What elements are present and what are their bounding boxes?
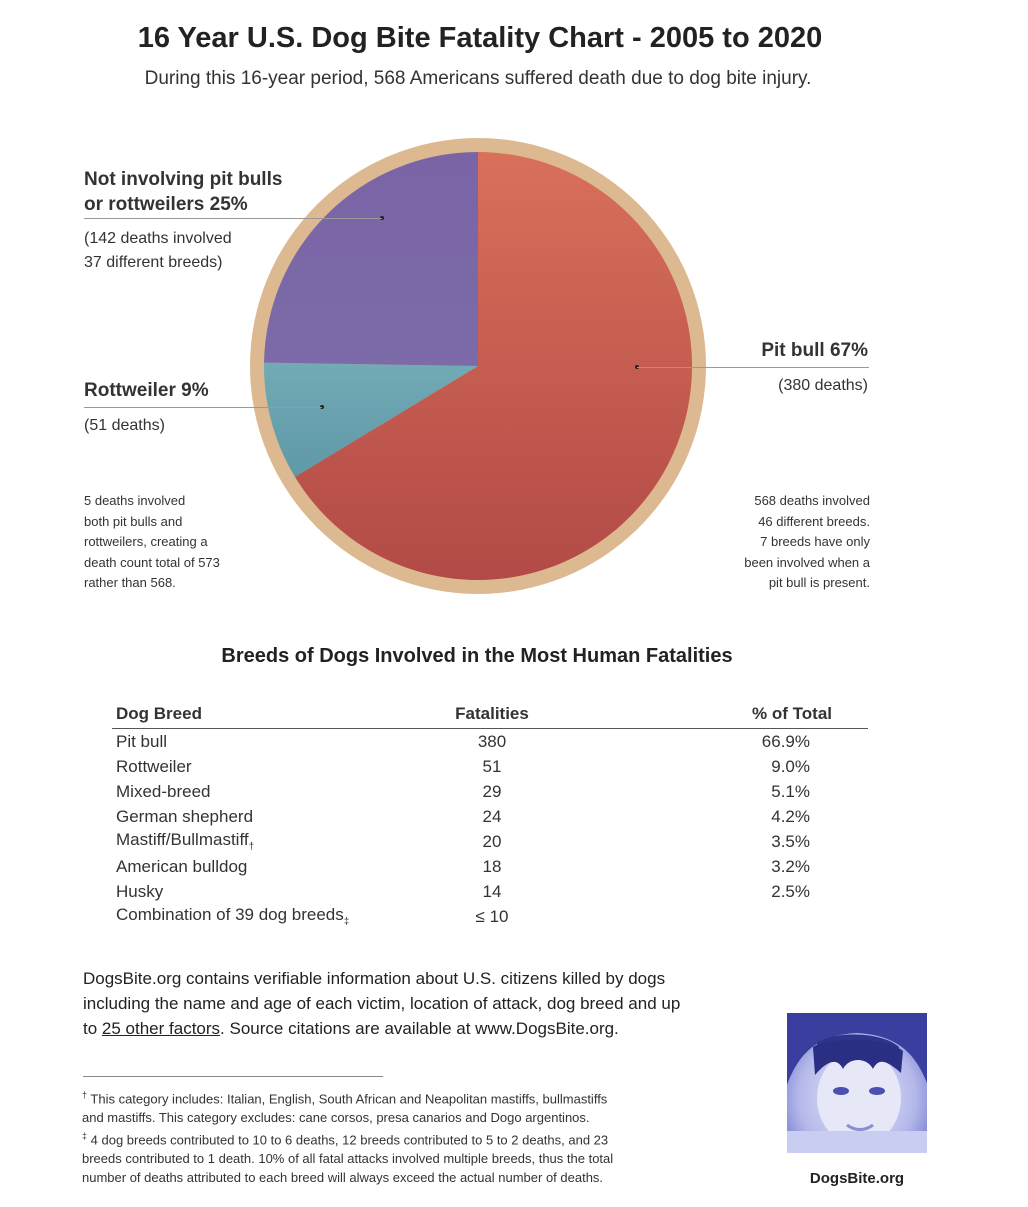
note-right: [668, 491, 870, 594]
info-text: . Source citations are available at www.DogsBite.org.: [220, 1019, 619, 1038]
leader-pitbull: [637, 367, 869, 368]
info-text: to: [83, 1019, 102, 1038]
table-row: [112, 829, 868, 854]
note-left-line: both pit bulls and: [84, 513, 183, 529]
fatalities-cell: 14: [482, 881, 502, 901]
fatalities-cell: ≤ 10: [475, 906, 509, 926]
other-factors-link[interactable]: 25 other factors: [101, 1019, 221, 1038]
label-other-sub: [84, 227, 232, 275]
fatalities-cell: 18: [482, 856, 502, 876]
victim-photo: [787, 1013, 927, 1153]
info-line: DogsBite.org contains verifiable information about U.S. citizens killed by dogs: [83, 969, 666, 988]
percent-cell: 2.5%: [771, 881, 810, 901]
percent-cell: 66.9%: [761, 731, 810, 751]
note-left: [84, 491, 220, 594]
column-header-percent: % of Total: [586, 702, 868, 729]
info-line: [83, 1016, 743, 1041]
leader-other: [84, 218, 382, 219]
breed-cell: [112, 779, 398, 804]
label-pitbull-sub: (380 deaths): [778, 377, 868, 394]
fatalities-cell: 380: [477, 731, 507, 751]
breed-name: Pit bull: [116, 731, 168, 751]
percent-cell: 9.0%: [771, 756, 810, 776]
note-right-line: been involved when a: [744, 554, 870, 570]
info-line: including the name and age of each victim, location of attack, dog breed and up: [83, 994, 681, 1013]
fatalities-cell: 51: [482, 756, 502, 776]
breed-cell: [112, 804, 398, 829]
footnote-mark: †: [248, 841, 255, 853]
breed-name: American bulldog: [116, 856, 248, 876]
breed-name: Mixed-breed: [116, 781, 211, 801]
pie-slice-other: [264, 152, 478, 366]
breed-name: Rottweiler: [116, 756, 192, 776]
label-other-head-line1: Not involving pit bulls: [84, 169, 283, 190]
column-header-breed: Dog Breed: [112, 702, 398, 729]
note-left-line: rather than 568.: [84, 575, 176, 590]
footnote-text: This category includes: Italian, English, South African and Neapolitan mastiffs, bullmastiffs: [90, 1091, 608, 1107]
chart-title: 16 Year U.S. Dog Bite Fatality Chart - 2005 to 2020: [137, 22, 823, 54]
breeds-table: [112, 702, 868, 929]
footnote-divider: [83, 1076, 383, 1077]
breed-cell: [112, 904, 398, 929]
table-row: [112, 804, 868, 829]
footnote-mark: ‡: [343, 916, 350, 928]
breed-name: Husky: [116, 881, 164, 901]
pie-chart: [240, 130, 720, 610]
footnotes: [82, 1086, 762, 1187]
breed-name: Combination of 39 dog breeds: [116, 905, 344, 925]
footnote-dagger-line: and mastiffs. This category excludes: cane corsos, presa canarios and Dogo argentinos.: [82, 1109, 590, 1125]
leader-rottweiler: [84, 407, 322, 408]
info-paragraph: [83, 966, 743, 1041]
percent-cell: 5.1%: [771, 781, 810, 801]
breed-cell: [112, 879, 398, 904]
label-other-head: [84, 167, 282, 217]
fatalities-cell: 29: [482, 781, 502, 801]
footnote-dagger-line: [82, 1086, 762, 1109]
label-other-sub-line1: (142 deaths involved: [84, 230, 232, 247]
percent-cell: [586, 904, 868, 929]
column-header-fatalities: Fatalities: [398, 702, 586, 729]
table-row: [112, 779, 868, 804]
label-other-head-line2: or rottweilers 25%: [84, 194, 248, 215]
table-row: [112, 854, 868, 879]
dagger-mark: †: [82, 1090, 88, 1100]
table-row: [112, 754, 868, 779]
footnote-text: 4 dog breeds contributed to 10 to 6 deaths, 12 breeds contributed to 5 to 2 deaths, and 23: [90, 1132, 609, 1148]
note-left-line: 5 deaths involved: [84, 493, 186, 508]
breed-cell: [112, 829, 398, 854]
fatalities-cell: 24: [482, 806, 502, 826]
label-pitbull-head: Pit bull 67%: [761, 340, 868, 361]
note-right-line: pit bull is present.: [768, 575, 870, 590]
table-row: [112, 729, 868, 755]
label-rottweiler-sub: (51 deaths): [84, 417, 165, 434]
note-right-line: 7 breeds have only: [760, 534, 870, 549]
breed-name: German shepherd: [116, 806, 254, 826]
note-left-line: rottweilers, creating a: [84, 534, 208, 549]
breed-cell: [112, 854, 398, 879]
footnote-ddagger-line: breeds contributed to 1 death. 10% of all fatal attacks involved multiple breeds, thus the total: [82, 1151, 614, 1167]
label-rottweiler-head: Rottweiler 9%: [84, 380, 209, 401]
percent-cell: 3.5%: [771, 831, 810, 851]
percent-cell: 3.2%: [771, 856, 810, 876]
chart-subtitle: During this 16-year period, 568 Americans suffered death due to dog bite injury.: [144, 68, 812, 89]
note-right-line: 46 different breeds.: [758, 513, 870, 529]
table-title: Breeds of Dogs Involved in the Most Human Fatalities: [221, 645, 733, 667]
brand-label: DogsBite.org: [809, 1170, 905, 1187]
breed-cell: [112, 729, 398, 755]
percent-cell: 4.2%: [771, 806, 810, 826]
fatalities-cell: 20: [482, 831, 502, 851]
breed-name: Mastiff/Bullmastiff: [116, 830, 249, 850]
ddagger-mark: ‡: [82, 1131, 88, 1142]
table-header-row: [112, 702, 868, 729]
table-row: [112, 879, 868, 904]
label-other-sub-line2: 37 different breeds): [84, 254, 223, 271]
note-right-line: 568 deaths involved: [754, 493, 870, 508]
footnote-ddagger-line: number of deaths attributed to each breed will always exceed the actual number of deaths.: [82, 1169, 604, 1185]
footnote-ddagger-line: [82, 1127, 762, 1150]
breed-cell: [112, 754, 398, 779]
note-left-line: death count total of 573: [84, 554, 220, 570]
table-row: [112, 904, 868, 929]
